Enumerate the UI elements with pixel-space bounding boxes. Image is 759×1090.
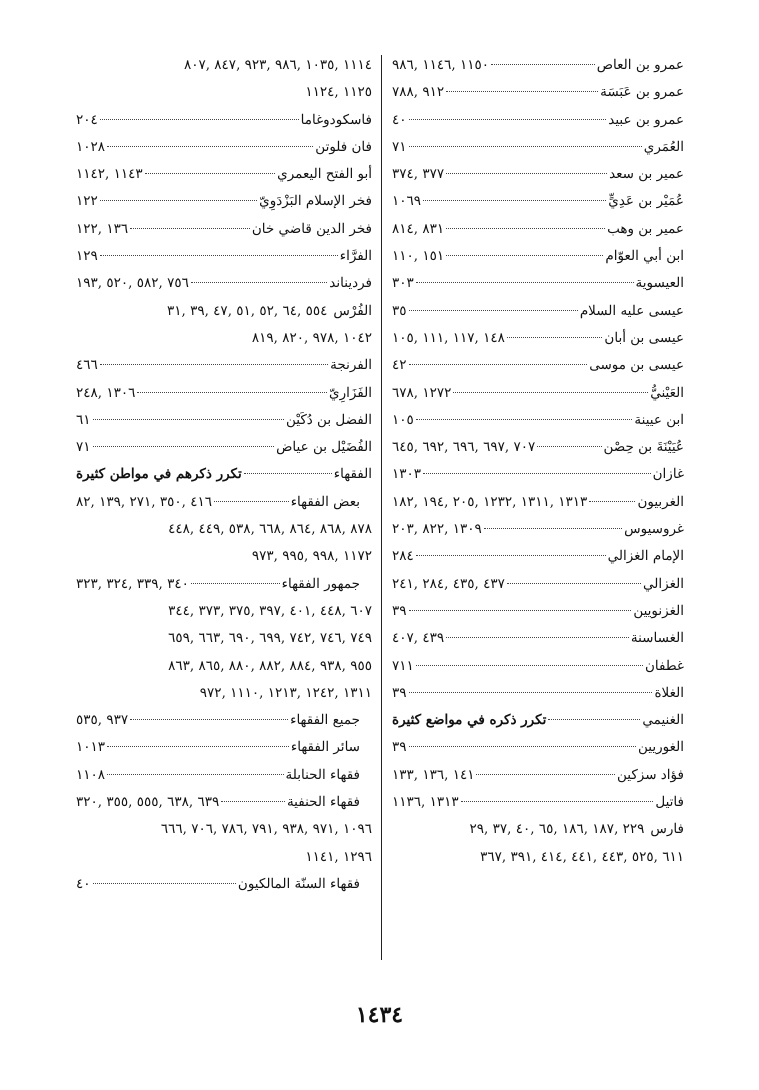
dot-leader — [423, 473, 651, 474]
entry-name: فخر الإسلام البَزْدَوِيّ — [259, 193, 372, 210]
index-entry — [76, 107, 372, 134]
dot-leader — [476, 774, 614, 775]
dot-leader — [589, 501, 635, 502]
entry-pages: ١٠٥ — [392, 411, 414, 428]
index-entry — [76, 543, 372, 570]
dot-leader — [409, 364, 588, 365]
entry-name: الغنيمي — [642, 712, 684, 729]
index-entry — [76, 434, 372, 461]
index-column-left — [76, 52, 372, 898]
index-entry — [76, 298, 372, 325]
entry-pages: ١٤٨ ,١١٧ ,١١١ ,١٠٥ — [392, 329, 505, 346]
entry-name: بعض الفقهاء — [290, 493, 360, 510]
dot-leader — [100, 255, 338, 256]
dot-leader — [100, 119, 299, 120]
index-entry — [392, 543, 684, 570]
entry-pages: ٤١٦ ,٣٥٠ ,٢٧١ ,١٣٩ ,٨٢ — [76, 493, 212, 510]
index-entry — [76, 188, 372, 215]
entry-name: الفقهاء — [333, 466, 372, 483]
dot-leader — [107, 746, 289, 747]
dot-leader — [446, 255, 603, 256]
entry-name: العَيْنيُّ — [650, 384, 684, 401]
entry-name: فقهاء الحنفية — [286, 794, 360, 811]
entry-name: الفَزَارِيّ — [329, 384, 372, 401]
entry-name: العيسوية — [635, 275, 684, 292]
index-entry — [392, 434, 684, 461]
entry-name: عيسى بن أبان — [604, 329, 684, 346]
entry-pages: ٢٢٩ ,١٨٧ ,١٨٦ ,٦٥ ,٤٠ ,٣٧ ,٢٩ — [469, 821, 645, 838]
entry-name: الفُضَيْل بن عياض — [276, 439, 372, 456]
index-entry — [76, 571, 372, 598]
dot-leader — [137, 392, 327, 393]
dot-leader — [100, 200, 257, 201]
dot-leader — [416, 665, 643, 666]
dot-leader — [453, 392, 648, 393]
dot-leader — [446, 228, 605, 229]
index-entry — [76, 625, 372, 652]
index-entry — [76, 461, 372, 488]
dot-leader — [191, 583, 280, 584]
dot-leader — [93, 419, 284, 420]
index-entry — [76, 734, 372, 761]
entry-pages: ٧٠٧ ,٦٩٧ ,٦٩٦ ,٦٩٢ ,٦٤٥ — [392, 439, 536, 456]
entry-pages: ٣٥ — [392, 302, 407, 319]
index-entry — [76, 270, 372, 297]
entry-pages: ٩٣٧ ,٥٣٥ — [76, 712, 129, 729]
dot-leader — [130, 228, 250, 229]
dot-leader — [446, 173, 607, 174]
entry-pages: ١٠٦٩ — [392, 193, 422, 210]
dot-leader — [537, 446, 601, 447]
index-entry — [392, 380, 684, 407]
dot-leader — [446, 91, 598, 92]
entry-name: الغربيون — [637, 493, 684, 510]
index-entry — [76, 325, 372, 352]
entry-pages: ١٢٢ — [76, 193, 98, 210]
entry-pages: ١٣١٣ ,١٣١١ ,١٢٣٢ ,٢٠٥ ,١٩٤ ,١٨٢ — [392, 493, 588, 510]
entry-pages: ١٥١ ,١١٠ — [392, 248, 445, 265]
dot-leader — [491, 64, 595, 65]
dot-leader — [507, 337, 603, 338]
entry-pages: ١١١٤ ,١٠٣٥ ,٩٨٦ ,٩٢٣ ,٨٤٧ ,٨٠٧ — [183, 57, 372, 73]
index-entry — [76, 516, 372, 543]
entry-name: الغوريين — [638, 739, 684, 756]
dot-leader — [409, 746, 637, 747]
entry-name: عمرو بن عَبَسَة — [600, 84, 684, 101]
entry-pages: ٢٨٤ — [392, 548, 414, 565]
entry-name: عمرو بن عبيد — [608, 111, 684, 128]
index-entry — [392, 789, 684, 816]
entry-pages: ١١٤٣ ,١١٤٢ — [76, 166, 143, 183]
index-entry — [76, 489, 372, 516]
entry-name: عُيَيْنَةَ بن حِصْن — [603, 439, 684, 456]
dot-leader — [221, 801, 285, 802]
index-entry — [76, 52, 372, 79]
dot-leader — [214, 501, 289, 502]
entry-name: الفرنجة — [330, 357, 372, 374]
index-entry — [392, 161, 684, 188]
entry-pages: ١١٢٥ ,١١٢٤ — [305, 84, 372, 101]
index-entry — [76, 762, 372, 789]
entry-pages: ٧٤٩ ,٧٤٦ ,٧٤٢ ,٦٩٩ ,٦٩٠ ,٦٦٣ ,٦٥٩ — [168, 630, 372, 647]
page-number: ١٤٣٤ — [355, 1002, 404, 1028]
entry-name: فاسكودوغاما — [300, 111, 372, 128]
index-entry — [76, 789, 372, 816]
dot-leader — [130, 719, 288, 720]
entry-pages: ٨٣١ ,٨١٤ — [392, 220, 445, 237]
dot-leader — [145, 173, 276, 174]
entry-name: جميع الفقهاء — [290, 712, 360, 729]
entry-name: الفضل بن دُكَيْن — [285, 411, 372, 428]
index-entry — [392, 489, 684, 516]
index-entry — [392, 625, 684, 652]
entry-name: فارس — [650, 821, 684, 838]
dot-leader — [107, 146, 313, 147]
column-divider — [381, 55, 382, 960]
dot-leader — [107, 774, 283, 775]
entry-pages: ٣٠٣ — [392, 275, 414, 292]
entry-pages: ١٠٢٨ — [76, 138, 106, 155]
entry-pages: ١٠٩٦ ,٩٧١ ,٩٣٨ ,٧٩١ ,٧٨٦ ,٧٠٦ ,٦٦٦ — [160, 821, 372, 838]
entry-name: غطفان — [645, 657, 684, 674]
entry-pages: ٦٣٩ ,٦٣٨ ,٥٥٥ ,٣٥٥ ,٣٢٠ — [76, 794, 220, 811]
dot-leader — [244, 473, 332, 474]
entry-pages: ٩٥٥ ,٩٣٨ ,٨٨٤ ,٨٨٢ ,٨٨٠ ,٨٦٥ ,٨٦٣ — [168, 657, 372, 674]
index-entry — [76, 816, 372, 843]
entry-name: فخر الدين قاضي خان — [251, 220, 372, 237]
entry-pages: ١٣٠٩ ,٨٢٢ ,٢٠٣ — [392, 521, 482, 538]
index-entry — [392, 598, 684, 625]
entry-pages: ١٢٩ — [76, 248, 98, 265]
index-entry — [392, 188, 684, 215]
entry-pages: ١١٠٨ — [76, 766, 106, 783]
entry-note: تكرر ذكره في مواضع كثيرة — [392, 712, 547, 729]
dot-leader — [507, 583, 641, 584]
index-entry — [392, 461, 684, 488]
index-entry — [392, 325, 684, 352]
entry-pages: ٤٦٦ — [76, 357, 98, 374]
entry-name: ابن عيينة — [634, 411, 684, 428]
entry-name: فاتيل — [655, 794, 684, 811]
entry-pages: ٣٧٧ ,٣٧٤ — [392, 166, 445, 183]
index-entry — [392, 270, 684, 297]
index-entry — [392, 243, 684, 270]
index-entry — [76, 134, 372, 161]
entry-name: جمهور الفقهاء — [281, 575, 360, 592]
index-entry — [392, 298, 684, 325]
index-entry — [392, 816, 684, 843]
dot-leader — [446, 637, 629, 638]
entry-pages: ٩١٢ ,٧٨٨ — [392, 84, 445, 101]
entry-name: غروسيوس — [624, 521, 684, 538]
index-entry — [76, 844, 372, 871]
entry-pages: ٤٢ — [392, 357, 407, 374]
entry-pages: ١٣١٣ ,١١٣٦ — [392, 794, 459, 811]
entry-pages: ٧١ — [76, 439, 91, 456]
index-entry — [76, 79, 372, 106]
dot-leader — [461, 801, 654, 802]
entry-name: عمرو بن العاص — [596, 57, 684, 73]
entry-pages: ١١٧٢ ,٩٩٨ ,٩٩٥ ,٩٧٣ — [251, 548, 372, 565]
entry-pages: ٥٥٤ ,٦٤ ,٥٢ ,٥١ ,٤٧ ,٣٩ ,٣١ — [166, 302, 328, 319]
entry-pages: ١٣٦ ,١٢٢ — [76, 220, 129, 237]
dot-leader — [93, 446, 275, 447]
entry-pages: ٢٠٤ — [76, 111, 98, 128]
index-entry — [76, 407, 372, 434]
entry-name: الفُرْس — [333, 302, 372, 319]
dot-leader — [484, 528, 622, 529]
index-entry — [76, 243, 372, 270]
entry-note: تكرر ذكرهم في مواطن كثيرة — [76, 466, 242, 483]
entry-name: فان فلوتن — [315, 138, 372, 155]
index-entry — [392, 107, 684, 134]
index-entry — [76, 380, 372, 407]
dot-leader — [409, 692, 653, 693]
entry-pages: ٧١١ — [392, 657, 414, 674]
entry-pages: ٧٥٦ ,٥٨٢ ,٥٢٠ ,١٩٣ — [76, 275, 189, 292]
index-entry — [392, 844, 684, 871]
entry-pages: ٦٠٧ ,٤٤٨ ,٤٠١ ,٣٩٧ ,٣٧٥ ,٣٧٣ ,٣٤٤ — [168, 602, 372, 619]
entry-pages: ٣٩ — [392, 602, 407, 619]
entry-pages: ١٠٤٢ ,٩٧٨ ,٨٢٠ ,٨١٩ — [251, 329, 372, 346]
entry-name: فؤاد سزكين — [616, 766, 684, 783]
index-entry — [392, 571, 684, 598]
dot-leader — [409, 146, 642, 147]
entry-pages: ١٤١ ,١٣٦ ,١٣٣ — [392, 766, 475, 783]
entry-name: عمير بن سعد — [609, 166, 684, 183]
index-entry — [76, 871, 372, 898]
dot-leader — [416, 419, 633, 420]
dot-leader — [416, 555, 606, 556]
index-entry — [392, 762, 684, 789]
entry-name: العُمَري — [643, 138, 684, 155]
entry-pages: ٤٣٩ ,٤٠٧ — [392, 630, 445, 647]
index-entry — [76, 216, 372, 243]
index-entry — [392, 134, 684, 161]
index-entry — [76, 598, 372, 625]
dot-leader — [409, 119, 607, 120]
index-entry — [392, 653, 684, 680]
index-entry — [392, 707, 684, 734]
entry-pages: ١٢٩٦ ,١١٤١ — [305, 848, 372, 865]
entry-name: فرديناند — [329, 275, 372, 292]
entry-name: أبو الفتح اليعمري — [277, 166, 372, 183]
entry-pages: ٣٩ — [392, 739, 407, 756]
index-entry — [392, 680, 684, 707]
index-entry — [76, 352, 372, 379]
entry-pages: ٤٣٧ ,٤٣٥ ,٢٨٤ ,٢٤١ — [392, 575, 505, 592]
entry-name: عيسى بن موسى — [589, 357, 684, 374]
entry-pages: ٨٧٨ ,٨٦٨ ,٨٦٤ ,٦٦٨ ,٥٣٨ ,٤٤٩ ,٤٤٨ — [168, 521, 372, 538]
dot-leader — [423, 200, 606, 201]
entry-pages: ٣٤٠ ,٣٣٩ ,٣٢٤ ,٣٢٣ — [76, 575, 189, 592]
index-entry — [392, 407, 684, 434]
entry-name: سائر الفقهاء — [290, 739, 360, 756]
dot-leader — [409, 310, 578, 311]
index-entry — [76, 707, 372, 734]
index-entry — [392, 216, 684, 243]
entry-name: الغلاة — [654, 684, 684, 701]
entry-pages: ٦١١ ,٥٢٥ ,٤٤٣ ,٤٤١ ,٤١٤ ,٣٩١ ,٣٦٧ — [480, 848, 684, 865]
index-entry — [76, 680, 372, 707]
index-entry — [392, 734, 684, 761]
entry-pages: ١١٥٠ ,١١٤٦ ,٩٨٦ — [392, 57, 489, 73]
index-entry — [392, 516, 684, 543]
dot-leader — [409, 610, 632, 611]
index-entry — [76, 161, 372, 188]
dot-leader — [191, 282, 327, 283]
entry-pages: ١٢٧٢ ,٦٧٨ — [392, 384, 452, 401]
entry-pages: ١٣٠٣ — [392, 466, 422, 483]
entry-pages: ١٣٠٦ ,٢٤٨ — [76, 384, 136, 401]
index-column-right — [392, 52, 684, 871]
dot-leader — [548, 719, 640, 720]
entry-name: الفرَّاء — [339, 248, 372, 265]
entry-name: عيسى عليه السلام — [579, 302, 684, 319]
entry-name: الغزنويين — [633, 602, 684, 619]
entry-pages: ٣٩ — [392, 684, 407, 701]
entry-name: ابن أبي العوّام — [605, 248, 684, 265]
entry-name: الغساسنة — [630, 630, 684, 647]
entry-pages: ٦١ — [76, 411, 91, 428]
index-entry — [392, 52, 684, 79]
index-entry — [392, 352, 684, 379]
entry-name: فقهاء الحنابلة — [285, 766, 360, 783]
entry-pages: ٧١ — [392, 138, 407, 155]
entry-pages: ١٣١١ ,١٢٤٢ ,١٢١٣ ,١١١٠ ,٩٧٢ — [199, 684, 372, 701]
entry-name: فقهاء السنّة المالكيون — [237, 875, 360, 892]
entry-name: عمير بن وهب — [607, 220, 684, 237]
dot-leader — [93, 883, 236, 884]
dot-leader — [416, 282, 634, 283]
index-entry — [76, 653, 372, 680]
entry-name: عُمَيْر بن عَدِيٍّ — [608, 193, 684, 210]
index-entry — [392, 79, 684, 106]
entry-name: الغزالي — [643, 575, 684, 592]
entry-pages: ٤٠ — [392, 111, 407, 128]
entry-pages: ١٠١٣ — [76, 739, 106, 756]
entry-name: غازان — [652, 466, 684, 483]
entry-pages: ٤٠ — [76, 875, 91, 892]
dot-leader — [100, 364, 328, 365]
entry-name: الإمام الغزالي — [607, 548, 684, 565]
